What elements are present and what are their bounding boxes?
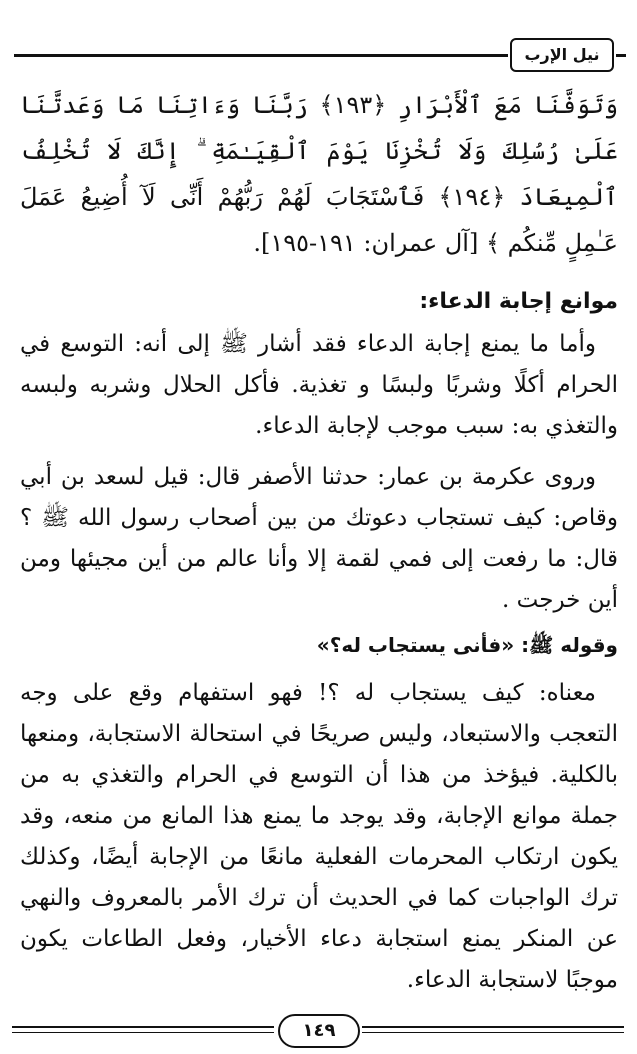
header-rule (14, 54, 508, 57)
book-title: نيل الإرب (510, 38, 614, 72)
paragraph-1: وأما ما يمنع إجابة الدعاء فقد أشار ﷺ إلى أنه: التوسع في الحرام أكلًا وشربًا ولبسًا و تغذية. فأكل الحلال وشربه ولبسه والتغذي به: سبب موجب لإجابة الدعاء. (20, 331, 618, 439)
paragraph-3: معناه: كيف يستجاب له ؟! فهو استفهام وقع على وجه التعجب والاستبعاد، وليس صريحًا في استحالة الاستجابة، ومنعها بالكلية. فيؤخذ من هذا أن التوسع في الحرام والتغذي به من جملة موانع الإجابة، وقد يوجد ما يمنع هذا المانع من منعه، وقد يكون ارتكاب المحرمات الفعلية مانعًا من الإجابة أيضًا، وكذلك ترك الواجبات كما في الحديث أن ترك الأمر بالمعروف والنهي عن المنكر يمنع استجابة دعاء الأخيار، وفعل الطاعات يكون موجبًا لاستجابة الدعاء. (20, 680, 618, 993)
page-content (20, 82, 618, 1001)
section-heading: موانع إجابة الدعاء: (419, 289, 618, 314)
footer-rule-right (362, 1026, 624, 1033)
paragraph-gap (20, 447, 618, 457)
page-footer (12, 1014, 624, 1048)
footer-rule-left (12, 1026, 274, 1033)
page-number: ١٤٩ (278, 1014, 360, 1048)
quran-verse: وَتَوَفَّنَا مَعَ ٱلْأَبْرَارِ ﴿١٩٣﴾ رَبَّنَا وَءَاتِنَا مَا وَعَدتَّنَا عَلَىٰ رُسُلِكَ وَلَا تُخْزِنَا يَوْمَ ٱلْقِيَـٰمَةِ ۗ إِنَّكَ لَا تُخْلِفُ ٱلْمِيعَادَ ﴿١٩٤﴾ فَٱسْتَجَابَ لَهُمْ رَبُّهُمْ أَنِّى لَآ أُضِيعُ عَمَلَ عَـٰمِلٍ مِّنكُم ﴾ [آل عمران: ١٩١-١٩٥]. (20, 91, 619, 257)
header-rule-tick (616, 54, 626, 57)
paragraph-2: وروى عكرمة بن عمار: حدثنا الأصفر قال: قيل لسعد بن أبي وقاص: كيف تستجاب دعوتك من بين أصحاب رسول الله ﷺ ؟ قال: ما رفعت إلى فمي لقمة إلا وأنا عالم من أين مجيئها ومن أين خرجت . (20, 464, 618, 613)
page-header (14, 36, 626, 72)
sub-heading: وقوله ﷺ: «فأنى يستجاب له؟» (316, 633, 618, 657)
